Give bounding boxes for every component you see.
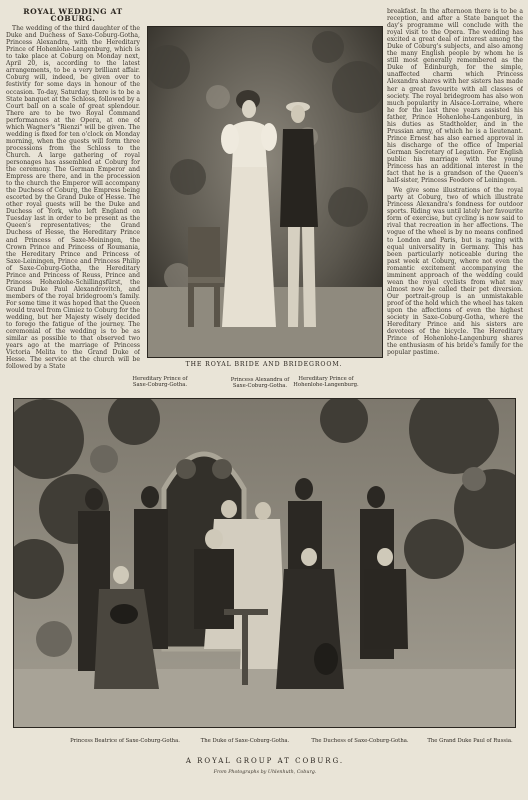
- royal-group-photo: [13, 398, 516, 728]
- top-photo-title: THE ROYAL BRIDE AND BRIDEGROOM.: [185, 361, 343, 368]
- caption-duke-coburg: The Duke of Saxe-Coburg-Gotha.: [200, 738, 290, 744]
- group-photo-title: A ROYAL GROUP AT COBURG.: [185, 757, 345, 765]
- caption-grand-duke-paul: The Grand Duke Paul of Russia.: [427, 738, 513, 744]
- article-paragraph: We give some illustrations of the royal party at Coburg, two of which illustrate Princess Alexandra's fondness for outdoor sports. Riding was until lately her favourite form of exercise, but cycling is now said to rival that recreation in her affections. The vogue of the wheel is by no means confined to London and Paris, but is raging with equal universality in Germany. This has been particularly noticeable during the past week at Coburg, where not even the romantic excitement accompanying the imminent approach of the wedding could wean the royal cyclists from what may almost now be called their pet diversion. Our portrait-group is an unmistakable proof of the hold which the wheel has taken upon the affections of even the highest society in Saxe-Coburg-Gotha, where the Hereditary Prince and his sisters are devotees of the bicycle. The Hereditary Prince of Hohenlohe-Langenburg shares the enthusiasm of his bride's family for the popular pastime.: [387, 187, 523, 357]
- caption-hereditary-prince-coburg: Hereditary Prince of Saxe-Coburg-Gotha.: [132, 376, 188, 389]
- photo-credit: From Photographs by Uhlenhuth, Coburg.: [213, 770, 317, 775]
- caption-hereditary-prince-hohenlohe: Hereditary Prince of Hohenlohe-Langenburg.: [293, 376, 359, 389]
- bride-and-bridegroom-photo: [147, 26, 383, 358]
- caption-princess-alexandra: Princess Alexandra of Saxe-Coburg-Gotha.: [230, 377, 290, 390]
- article-column-right: [387, 8, 523, 393]
- caption-princess-beatrice: Princess Beatrice of Saxe-Coburg-Gotha.: [70, 738, 180, 744]
- article-paragraph: The wedding of the third daughter of the Duke and Duchess of Saxe-Coburg-Gotha, Princess Alexandra, with the Hereditary Prince of Hohenlohe-Langenburg, which is to take place at Coburg on Monday next, April 20, is, according to the latest arrangements, to be a very brilliant affair. Coburg will, indeed, be given over to festivity for some days in honour of the occasion. To-day, Saturday, there is to be a State banquet at the Schloss, followed by a Court ball on a scale of great splendour. There are to be two Royal Command performances at the Opera, at one of which Wagner's "Rienzi" will be given. The wedding is fixed for ten o'clock on Monday morning, when the guests will form three processions from the Schloss to the Church. A large gathering of royal personages has assembled at Coburg for the ceremony. The German Emperor and Empress are there, and in the procession to the church the Emperor will accompany the Duchess of Coburg, the Empress being escorted by the Grand Duke of Hesse. The other royal guests will be the Duke and Duchess of York, who left England on Tuesday last in order to be present as the Queen's representatives; the Grand Duchess of Hesse, the Hereditary Prince and Princess of Saxe-Meiningen, the Crown Prince and Princess of Roumania, the Hereditary Prince and Princess of Saxe-Leiningen, Prince and Princess Philip of Saxe-Coburg-Gotha, the Hereditary Prince and Princess of Reuss, Prince and Princess Hohenlohe-Schillingsfürst, the Grand Duke Paul Alexandrovitch, and members of the royal bridegroom's family. For some time it was hoped that the Queen would travel from Cimiez to Coburg for the wedding, but her Majesty wisely decided to forego the fatigue of the journey. The ceremonial of the wedding is to be as similar as possible to that observed two years ago at the marriage of Princess Victoria Melita to the Grand Duke of Hesse. The service at the church will be followed by a State: [6, 25, 140, 371]
- article-column-left: [6, 8, 140, 393]
- article-paragraph: breakfast. In the afternoon there is to be a reception, and after a State banquet the day's programme will conclude with the royal visit to the Opera. The wedding has excited a great deal of interest among the Duke of Coburg's subjects, and also among the many English people by whom he is still most generally remembered as the Duke of Edinburgh, for the simple, unaffected charm which Princess Alexandra shares with her sisters has made her a great favourite with all classes of society. The royal bridegroom has also won much popularity in Alsace-Lorraine, where he for the last three years assisted his father, Prince Hohenlohe-Langenburg, in his duties as Stadtholder, and in the Prussian army, of which he is a lieutenant. Prince Ernest has also earned approval in his discharge of the office of Imperial German Secretary of Legation. For English public his marriage with the young Princess has an additional interest in the fact that he is a grandson of the Queen's half-sister, Princess Feodore of Leiningen.: [387, 8, 523, 185]
- article-heading: ROYAL WEDDING AT COBURG.: [23, 8, 123, 24]
- caption-duchess-coburg: The Duchess of Saxe-Coburg-Gotha.: [311, 738, 409, 744]
